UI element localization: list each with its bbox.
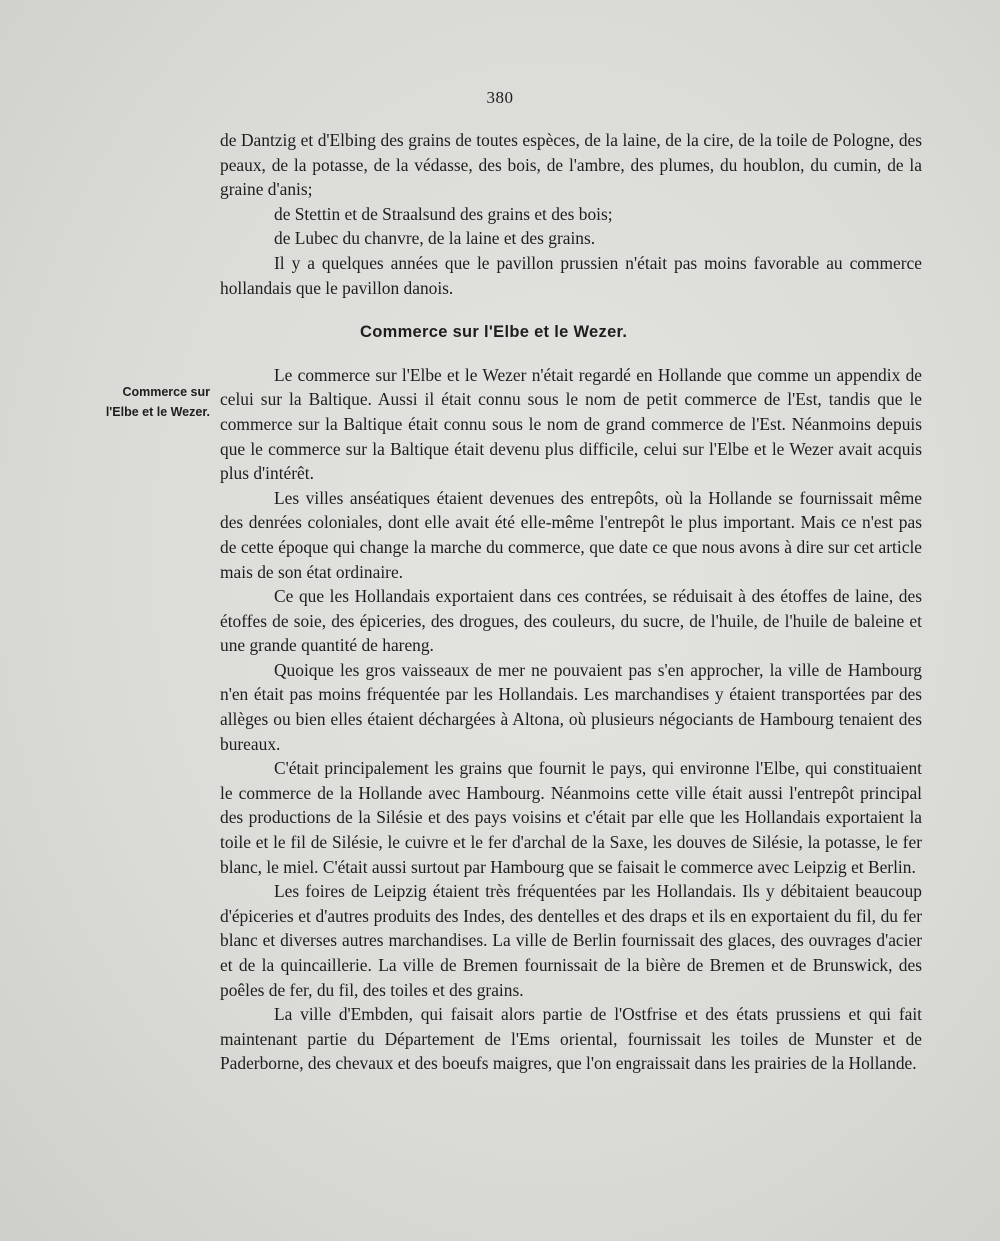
paragraph: de Dantzig et d'Elbing des grains de toutes espèces, de la laine, de la cire, de la toile de Pologne, des peaux, de la potasse, de la védasse, des bois, de l'ambre, des plumes, du houblon, du cumin, de la graine d'anis; <box>220 130 922 200</box>
paragraph: Les foires de Leipzig étaient très fréquentées par les Hollandais. Ils y débitaient beaucoup d'épiceries et d'autres produits des Indes, des dentelles et des draps et ils en exportaient du fil, du fer blanc et diverses autres marchandises. La ville de Berlin fournissait des glaces, des ouvrages d'acier et de la quincaillerie. La ville de Bremen fournissait de la bière de Bremen et de Brunswick, des poêles de fer, du fil, des toiles et des grains. <box>220 881 922 1000</box>
paragraph: La ville d'Embden, qui faisait alors partie de l'Ostfrise et des états prussiens et qui fait maintenant partie du Département de l'Ems oriental, fournissait les toiles de Munster et de Paderborne, des chevaux et des boeufs maigres, que l'on engraissait dans les prairies de la Hollande. <box>220 1004 922 1074</box>
margin-note <box>60 382 210 422</box>
margin-note-line-2: l'Elbe et le Wezer. <box>105 405 210 419</box>
paragraph: Quoique les gros vaisseaux de mer ne pouvaient pas s'en approcher, la ville de Hambourg n'en était pas moins fréquentée par les Hollandais. Les marchandises y étaient transportées par des allèges ou bien elles étaient déchargées à Altona, où plusieurs négociants de Hambourg tenaient des bureaux. <box>220 659 922 754</box>
paragraph: de Lubec du chanvre, de la laine et des grains. <box>274 228 596 249</box>
paragraph: de Stettin et de Straalsund des grains et des bois; <box>274 203 613 224</box>
paragraph: Les villes anséatiques étaient devenues des entrepôts, où la Hollande se fournissait même des denrées coloniales, dont elle avait été elle-même l'entrepôt le plus important. Mais ce n'est pas de cette époque qui change la marche du commerce, que date ce que nous avons à dire sur cet article mais de son état ordinaire. <box>220 487 922 582</box>
paragraph: Il y a quelques années que le pavillon prussien n'était pas moins favorable au commerce hollandais que le pavillon danois. <box>220 252 922 298</box>
paragraph: C'était principalement les grains que fournit le pays, qui environne l'Elbe, qui constituaient le commerce de la Hollande avec Hambourg. Néanmoins cette ville était aussi l'entrepôt principal des productions de la Silésie et des pays voisins et c'était par elle que les Hollandais exportaient la toile et le fil de Silésie, le cuivre et le fer d'archal de la Saxe, les douves de Silésie, la potasse, le fer blanc, le miel. C'était aussi surtout par Hambourg que se faisait le commerce avec Leipzig et Berlin. <box>220 758 922 877</box>
paragraph: Le commerce sur l'Elbe et le Wezer n'était regardé en Hollande que comme un appendix de celui sur la Baltique. Aussi il était connu sous le nom de petit commerce de l'Est, tandis que le commerce sur la Baltique était connu sous le nom de grand commerce de l'Est. Néanmoins depuis que le commerce sur la Baltique était devenu plus difficile, celui sur l'Elbe et le Wezer avait acquis plus d'intérêt. <box>220 364 922 484</box>
main-text <box>220 128 922 1076</box>
section-heading: Commerce sur l'Elbe et le Wezer. <box>360 323 628 342</box>
margin-note-line-1: Commerce sur <box>122 385 210 399</box>
paragraph: Ce que les Hollandais exportaient dans ces contrées, se réduisait à des étoffes de laine, des étoffes de soie, des épiceries, des drogues, des couleurs, du sucre, de l'huile, de l'huile de baleine et une grande quantité de hareng. <box>220 586 922 656</box>
page-number: 380 <box>486 88 514 107</box>
